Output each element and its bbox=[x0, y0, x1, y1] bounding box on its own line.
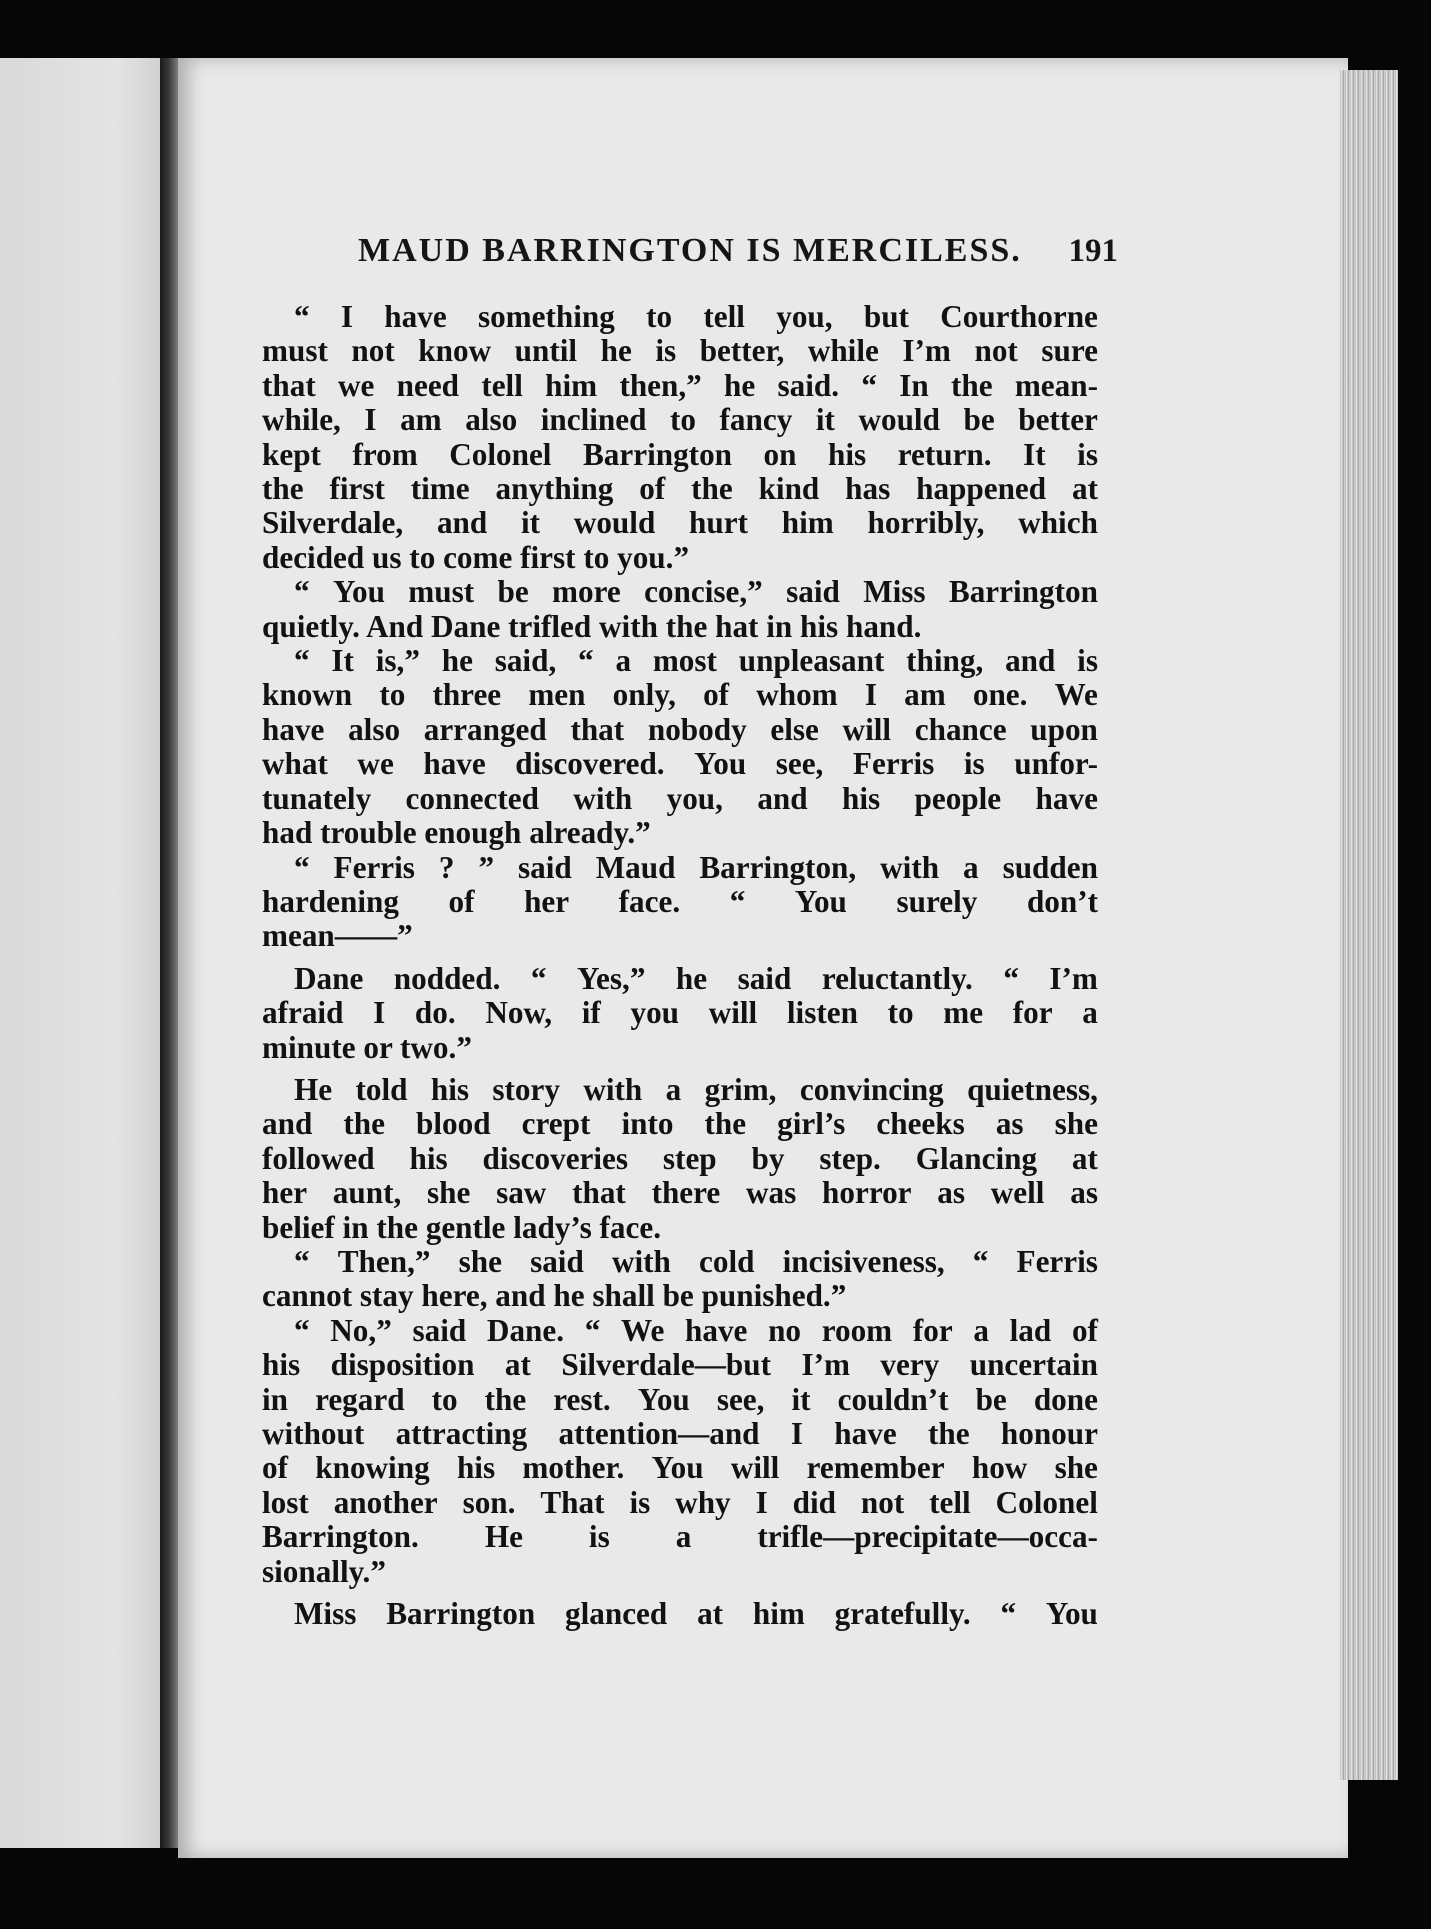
text-line bbox=[262, 1314, 1098, 1348]
text-line bbox=[262, 962, 1098, 996]
text-line-content: have also arranged that nobody else will chance upon bbox=[262, 711, 1098, 747]
text-line bbox=[262, 1176, 1098, 1210]
text-line bbox=[262, 1555, 1098, 1589]
text-line-content: “ You must be more concise,” said Miss Barrington bbox=[294, 574, 1098, 610]
text-line-content: “ Then,” she said with cold incisiveness, “ Ferris bbox=[294, 1243, 1098, 1279]
facing-page-edge bbox=[0, 58, 165, 1848]
text-line-content: “ No,” said Dane. “ We have no room for a lad of bbox=[294, 1312, 1098, 1348]
text-line-content: known to three men only, of whom I am one. We bbox=[262, 677, 1098, 713]
text-line bbox=[262, 713, 1098, 747]
text-line bbox=[262, 1279, 1098, 1313]
text-line bbox=[262, 334, 1098, 368]
text-line bbox=[262, 816, 1098, 850]
text-line-content: cannot stay here, and he shall be punished.” bbox=[262, 1278, 847, 1314]
body-text bbox=[262, 300, 1098, 1631]
text-line bbox=[262, 1245, 1098, 1279]
text-line bbox=[262, 438, 1098, 472]
text-line bbox=[262, 1031, 1098, 1065]
text-line-content: afraid I do. Now, if you will listen to me for a bbox=[262, 995, 1098, 1031]
text-line-content: “ It is,” he said, “ a most unpleasant thing, and is bbox=[294, 643, 1098, 679]
text-line bbox=[262, 919, 1098, 953]
text-line-content: while, I am also inclined to fancy it would be better bbox=[262, 402, 1098, 438]
text-line bbox=[262, 1107, 1098, 1141]
text-line bbox=[262, 1142, 1098, 1176]
text-line-content: her aunt, she saw that there was horror as well as bbox=[262, 1175, 1098, 1211]
text-line bbox=[262, 851, 1098, 885]
text-line-content: decided us to come first to you.” bbox=[262, 539, 690, 575]
text-line-content: Miss Barrington glanced at him gratefully. “ You bbox=[294, 1596, 1098, 1632]
text-line-content: Dane nodded. “ Yes,” he said reluctantly. “ I’m bbox=[294, 960, 1098, 996]
text-line-content: of knowing his mother. You will remember how she bbox=[262, 1450, 1098, 1486]
text-line-content: in regard to the rest. You see, it couldn’t be done bbox=[262, 1381, 1098, 1417]
text-line-content: He told his story with a grim, convincing quietness, bbox=[294, 1071, 1098, 1107]
text-line bbox=[262, 575, 1098, 609]
text-line-content: without attracting attention—and I have the honour bbox=[262, 1416, 1098, 1451]
text-line bbox=[262, 610, 1098, 644]
text-line bbox=[262, 472, 1098, 506]
text-line-content: Barrington. He is a trifle—precipitate—occa- bbox=[262, 1519, 1098, 1555]
text-line bbox=[262, 1211, 1098, 1245]
page-fore-edge bbox=[1340, 70, 1398, 1780]
page-number: 191 bbox=[1068, 233, 1118, 269]
text-line-content: “ I have something to tell you, but Courthorne bbox=[294, 299, 1098, 334]
text-line bbox=[262, 1597, 1098, 1631]
text-line-content: had trouble enough already.” bbox=[262, 815, 651, 851]
text-line bbox=[262, 996, 1098, 1030]
text-line bbox=[262, 1451, 1098, 1485]
text-line bbox=[262, 885, 1098, 919]
text-line bbox=[262, 506, 1098, 540]
text-line bbox=[262, 1073, 1098, 1107]
text-line bbox=[262, 369, 1098, 403]
text-line bbox=[262, 403, 1098, 437]
running-head: MAUD BARRINGTON IS MERCILESS. bbox=[358, 232, 1022, 269]
text-line-content: quietly. And Dane trifled with the hat in his hand. bbox=[262, 608, 922, 644]
text-line bbox=[262, 644, 1098, 678]
text-line bbox=[262, 541, 1098, 575]
text-line-content: belief in the gentle lady’s face. bbox=[262, 1209, 662, 1245]
text-line-content: mean——” bbox=[262, 918, 413, 954]
text-line bbox=[262, 1520, 1098, 1554]
text-line-content: hardening of her face. “ You surely don’t bbox=[262, 883, 1098, 919]
text-line-content: the first time anything of the kind has happened at bbox=[262, 471, 1098, 507]
text-line-content: Silverdale, and it would hurt him horribly, which bbox=[262, 505, 1098, 541]
text-line bbox=[262, 1348, 1098, 1382]
text-line-content: minute or two.” bbox=[262, 1029, 472, 1065]
text-line-content: “ Ferris ? ” said Maud Barrington, with a sudden bbox=[294, 849, 1098, 885]
text-line-content: what we have discovered. You see, Ferris is unfor- bbox=[262, 746, 1098, 782]
text-line bbox=[262, 782, 1098, 816]
page-header bbox=[358, 232, 1118, 270]
text-line bbox=[262, 1383, 1098, 1417]
text-line-content: his disposition at Silverdale—but I’m very uncertain bbox=[262, 1347, 1098, 1383]
text-line-content: lost another son. That is why I did not tell Colonel bbox=[262, 1484, 1098, 1520]
text-line bbox=[262, 300, 1098, 334]
text-line-content: sionally.” bbox=[262, 1553, 386, 1589]
text-line-content: followed his discoveries step by step. Glancing at bbox=[262, 1140, 1098, 1176]
text-line bbox=[262, 1486, 1098, 1520]
text-line bbox=[262, 747, 1098, 781]
text-line bbox=[262, 678, 1098, 712]
text-line-content: and the blood crept into the girl’s cheeks as she bbox=[262, 1106, 1098, 1142]
text-line-content: tunately connected with you, and his people have bbox=[262, 780, 1098, 816]
text-line bbox=[262, 1417, 1098, 1451]
text-line-content: that we need tell him then,” he said. “ In the mean- bbox=[262, 367, 1098, 403]
text-line-content: must not know until he is better, while I’m not sure bbox=[262, 333, 1098, 369]
text-line-content: kept from Colonel Barrington on his return. It is bbox=[262, 436, 1098, 472]
